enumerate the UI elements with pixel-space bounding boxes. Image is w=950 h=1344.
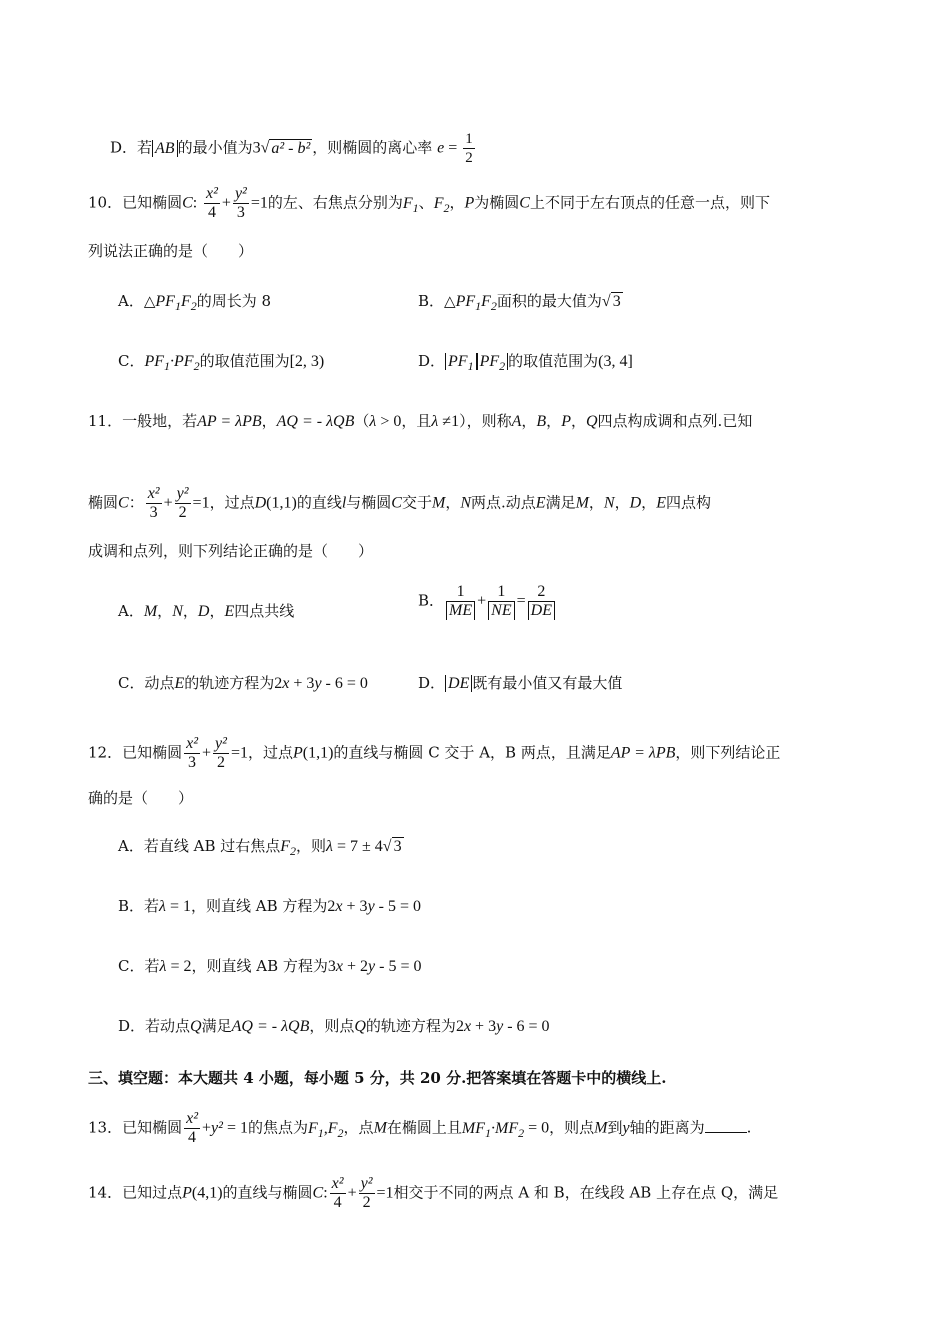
q10-option-a: A．$\triangle PF_1F_2$的周长为 8	[118, 292, 272, 314]
q11-line2: 椭圆C： $\frac{\text{x²}}{3}$ + $\frac{\text{y²}}{2}$ =1，过点D(1,1)的直线l与椭圆C交于M，N两点.动点E满足M，N，D，E四点构	[88, 485, 711, 521]
q11-option-c: C．动点E的轨迹方程为2x + 3y - 6 = 0	[118, 674, 368, 692]
q10-option-d: D． $PF_1$ $PF_2$ 的取值范围为(3, 4]	[418, 352, 633, 374]
q9-option-d: D．若 AB 的最小值为3√ a² - b² ，则椭圆的离心率 e = $\frac{1}{2}$	[110, 131, 473, 166]
q11-option-b: B． $\frac{1}{ME}$ + $\frac{1}{NE}$ = $\frac{2}{DE}$	[418, 583, 557, 620]
q12-stem: 12．已知椭圆 $\frac{\text{x²}}{3}$ + $\frac{\text{y²}}{2}$ =1，过点P(1,1)的直线与椭圆 C 交于 A，B 两点，且满足AP = λPB，则下列结论正	[88, 735, 781, 771]
section-3-heading: 三、填空题：本大题共 4 小题，每小题 5 分，共 20 分.把答案填在答题卡中的横线上.	[88, 1069, 667, 1087]
q11-line3: 成调和点列，则下列结论正确的是（ ）	[88, 542, 374, 560]
q11-option-a: A．M，N，D，E四点共线	[118, 602, 295, 620]
q12-option-a: A．若直线 AB 过右焦点$F_2$，则λ = 7 ± 4√ 3	[118, 837, 402, 859]
q13-stem: 13．已知椭圆 $\frac{\text{x²}}{4}$ +y² = 1的焦点为$F_1,F_2$，点M在椭圆上且$MF_1\cdot MF_2 = 0$，则点M到y轴的距离为 .	[88, 1110, 752, 1146]
q12-option-b: B．若λ = 1，则直线 AB 方程为2x + 3y - 5 = 0	[118, 897, 422, 915]
answer-blank	[705, 1118, 747, 1133]
q10-option-b: B．$\triangle PF_1F_2$面积的最大值为√ 3	[418, 292, 621, 314]
q10-stem: 10．已知椭圆C: $\frac{\text{x²}}{4}$ + $\frac{\text{y²}}{3}$ =1的左、右焦点分别为$F_1$、$F_2$，P为椭圆C上不同于左右顶点的任意一点，则下	[88, 185, 770, 221]
q11-stem: 11．一般地，若AP = λPB，AQ = - λQB（λ > 0，且λ ≠1），则称A，B，P，Q四点构成调和点列.已知	[88, 412, 753, 430]
q12-option-d: D．若动点Q满足AQ = - λQB，则点Q的轨迹方程为2x + 3y - 6 = 0	[118, 1017, 550, 1035]
q14-stem: 14．已知过点P(4,1)的直线与椭圆C: $\frac{\text{x²}}{4}$ + $\frac{\text{y²}}{2}$ =1相交于不同的两点 A 和 B，在线段 AB 上存在点 Q，满足	[88, 1175, 779, 1211]
q10-option-c: C．$PF_1\cdot PF_2$的取值范围为[2, 3)	[118, 352, 325, 374]
q12-line2: 确的是（ ）	[88, 789, 194, 807]
q10-line2: 列说法正确的是（ ）	[88, 242, 254, 260]
q11-option-d: D． DE 既有最小值又有最大值	[418, 674, 623, 692]
q12-option-c: C．若λ = 2，则直线 AB 方程为3x + 2y - 5 = 0	[118, 957, 422, 975]
